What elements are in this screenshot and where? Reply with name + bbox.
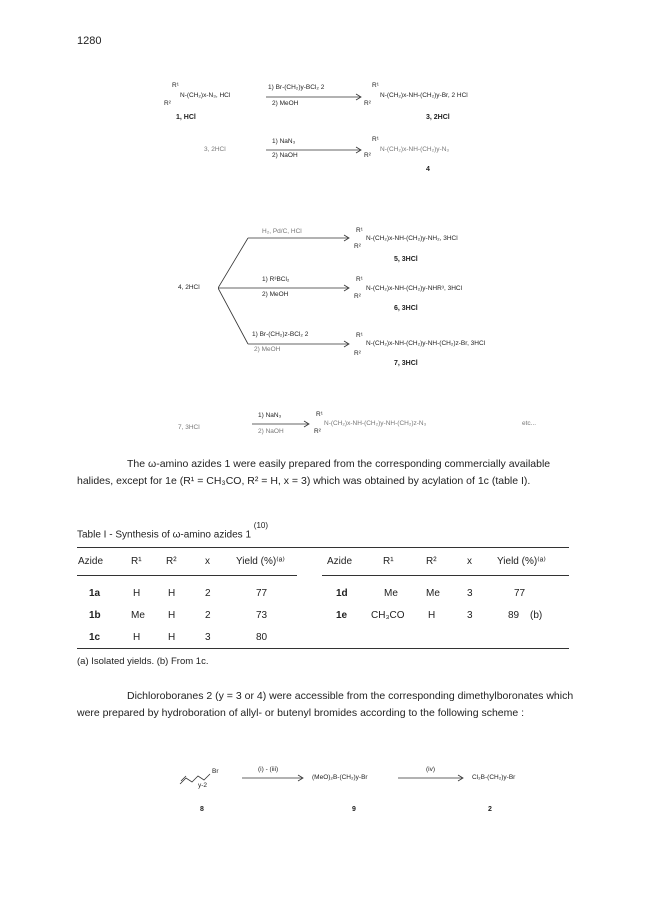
table-cell: 77	[256, 588, 268, 599]
product-7: N-(CH₂)x-NH-(CH₂)y-NH-(CH₂)z-Br, 3HCl	[366, 340, 486, 347]
condition-text: 1) NaN₃	[272, 138, 296, 145]
table-caption-text: Table I - Synthesis of ω-amino azides 1	[77, 529, 251, 541]
compound-label: 5, 3HCl	[394, 256, 418, 263]
r2-label: R²	[164, 100, 171, 107]
compound-label: 8	[200, 806, 204, 813]
dimethylboronate: (MeO)₂B-(CH₂)y-Br	[312, 774, 368, 781]
table-cell: 1b	[89, 610, 101, 621]
table-mid-rule-left	[77, 575, 297, 576]
condition-text: 1) Br-(CH₂)z-BCl₂ 2	[252, 331, 309, 338]
header-yield: Yield (%)⁽ᵃ⁾	[236, 556, 285, 567]
product-4: N-(CH₂)x-NH-(CH₂)y-N₃	[380, 146, 450, 153]
compound-label: 3, 2HCl	[426, 114, 450, 121]
condition-text: 2) MeOH	[254, 346, 281, 353]
compound-label: 4	[426, 166, 430, 173]
r1-label: R¹	[372, 136, 379, 143]
reaction-arrow	[266, 93, 366, 101]
condition-text: 2) NaOH	[272, 152, 298, 159]
r2-label: R²	[364, 152, 371, 159]
table-cell: H	[168, 588, 176, 599]
table-cell: 89	[508, 610, 520, 621]
compound-label: 6, 3HCl	[394, 305, 418, 312]
header-x: x	[205, 556, 210, 567]
table-cell: H	[428, 610, 436, 621]
header-r1: R¹	[131, 556, 142, 567]
r1-label: R¹	[356, 332, 363, 339]
r1-label: R¹	[356, 276, 363, 283]
table-cell: 2	[205, 588, 211, 599]
reactant-7: 7, 3HCl	[178, 424, 200, 431]
table-cell: 1c	[89, 632, 101, 643]
reaction-arrow	[242, 774, 308, 782]
r2-label: R²	[354, 293, 361, 300]
table-cell: CH₃CO	[371, 610, 405, 621]
table-cell: 3	[205, 632, 211, 643]
table-cell: H	[133, 588, 141, 599]
compound-label: 2	[488, 806, 492, 813]
condition-text: H₂, Pd/C, HCl	[262, 228, 302, 235]
paragraph-1: The ω-amino azides 1 were easily prepared from the corresponding commercially available halides, except for 1e (R¹ = CH₃CO, R² = H, x = 3) which was obtained by acylation of 1c (table I).	[77, 458, 551, 487]
table-cell: 80	[256, 632, 268, 643]
reactant-3: 3, 2HCl	[204, 146, 226, 153]
table-cell: H	[168, 610, 176, 621]
condition-text: 2) MeOH	[262, 291, 289, 298]
condition-text: 1) R³BCl₂	[262, 276, 290, 283]
header-azide: Azide	[78, 556, 104, 567]
r2-label: R²	[364, 100, 371, 107]
table-mid-rule-right	[322, 575, 569, 576]
bromine-label: Br	[212, 768, 219, 775]
condition-text: 2) MeOH	[272, 100, 299, 107]
condition-text: (iv)	[426, 766, 436, 773]
header-azide: Azide	[327, 556, 353, 567]
product-5: N-(CH₂)x-NH-(CH₂)y-NH₂, 3HCl	[366, 235, 458, 242]
table-cell: 1d	[336, 588, 348, 599]
table-cell: 1e	[336, 610, 348, 621]
table-cell: Me	[131, 610, 145, 621]
r1-label: R¹	[316, 411, 323, 418]
table-cell: 1a	[89, 588, 101, 599]
table-cell: 3	[467, 610, 473, 621]
paragraph-2: Dichloroboranes 2 (y = 3 or 4) were accessible from the corresponding dimethylboronates which were prepared by hydroboration of allyl- or butenyl bromides according to the following scheme :	[77, 690, 574, 719]
table-cell: Me	[384, 588, 398, 599]
r2-label: R²	[314, 428, 321, 435]
condition-text: 1) NaN₃	[258, 412, 282, 419]
header-r2: R²	[426, 556, 437, 567]
table-cell: 73	[256, 610, 268, 621]
table-cell: 3	[467, 588, 473, 599]
start-compound-4: 4, 2HCl	[178, 284, 200, 291]
table-cell: 2	[205, 610, 211, 621]
product-3: N-(CH₂)x-NH-(CH₂)y-Br, 2 HCl	[380, 92, 468, 99]
r1-label: R¹	[172, 82, 179, 89]
table-caption	[77, 521, 269, 541]
compound-label: 9	[352, 806, 356, 813]
dichloroborane: Cl₂B-(CH₂)y-Br	[472, 774, 516, 781]
product-6: N-(CH₂)x-NH-(CH₂)y-NHR³, 3HCl	[366, 285, 463, 292]
r1-label: R¹	[356, 227, 363, 234]
table-cell: Me	[426, 588, 440, 599]
header-r1: R¹	[383, 556, 394, 567]
header-r2: R²	[166, 556, 177, 567]
reactant-1: N-(CH₂)x-N₃, HCl	[180, 92, 231, 99]
header-yield: Yield (%)⁽ᵃ⁾	[497, 556, 546, 567]
reaction-arrow	[252, 420, 314, 428]
condition-text: 2) NaOH	[258, 428, 284, 435]
table-caption-ref: (10)	[253, 521, 269, 530]
table-cell: 77	[514, 588, 526, 599]
header-x: x	[467, 556, 472, 567]
condition-text: 1) Br-(CH₂)y-BCl₂ 2	[268, 84, 325, 91]
page-number: 1280	[77, 35, 102, 47]
condition-text: (i) - (iii)	[258, 766, 279, 773]
table-cell: (b)	[530, 610, 543, 621]
table-footnote: (a) Isolated yields. (b) From 1c.	[77, 656, 209, 667]
r2-label: R²	[354, 350, 361, 357]
subscript-label: y-2	[198, 782, 208, 789]
reaction-arrow	[398, 774, 468, 782]
compound-label: 1, HCl	[176, 114, 196, 121]
table-cell: H	[133, 632, 141, 643]
table-top-rule	[77, 547, 569, 548]
table-bottom-rule	[77, 648, 569, 649]
reaction-arrow	[266, 146, 366, 154]
r2-label: R²	[354, 243, 361, 250]
compound-label: 7, 3HCl	[394, 360, 418, 367]
r1-label: R¹	[372, 82, 379, 89]
table-cell: H	[168, 632, 176, 643]
etc-text: etc...	[522, 420, 537, 427]
product-azide: N-(CH₂)x-NH-(CH₂)y-NH-(CH₂)z-N₃	[324, 420, 427, 427]
